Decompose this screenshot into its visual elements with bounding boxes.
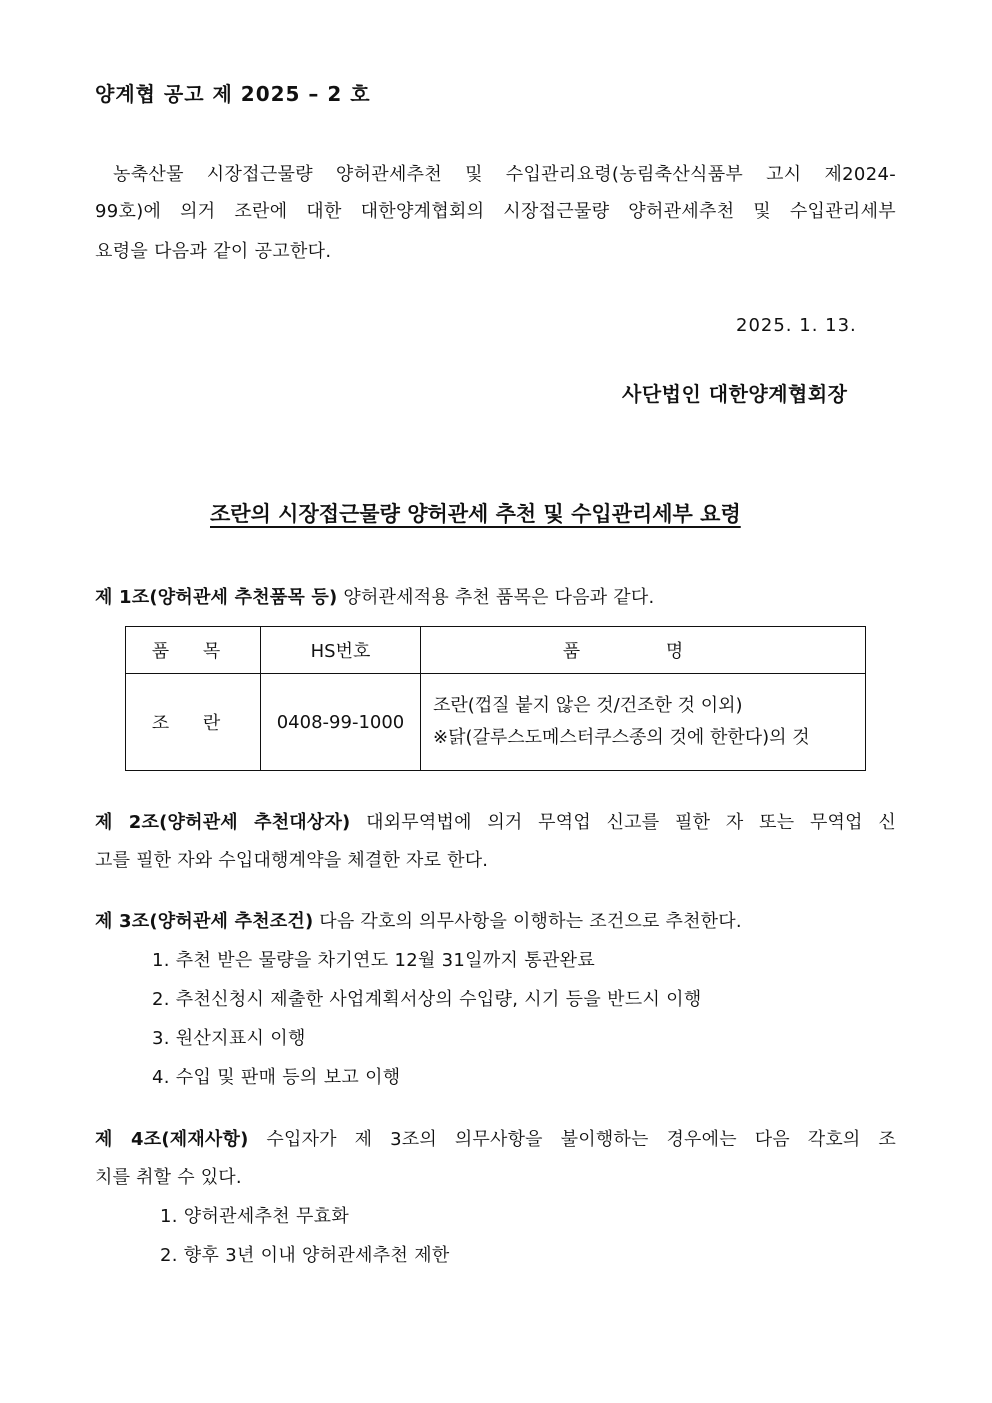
list-item: 1. 추천 받은 물량을 차기연도 12월 31일까지 통관완료 — [152, 950, 596, 971]
article-2-heading: 제 2조(양허관세 추천대상자) — [95, 812, 351, 833]
cell-product-name — [421, 674, 866, 771]
list-item: 3. 원산지표시 이행 — [152, 1028, 306, 1049]
intro-line-3: 요령을 다음과 같이 공고한다. — [95, 241, 332, 262]
header-product-name: 품 명 — [421, 627, 866, 674]
list-item: 4. 수입 및 판매 등의 보고 이행 — [152, 1067, 401, 1088]
article-2-text-1: 대외무역법에 의거 무역업 신고를 필한 자 또는 무역업 신 — [350, 812, 896, 833]
document-title: 조란의 시장접근물량 양허관세 추천 및 수입관리세부 요령 — [210, 502, 741, 526]
article-4-line-1 — [95, 1125, 896, 1151]
article-2-text-2: 고를 필한 자와 수입대행계약을 체결한 자로 한다. — [95, 850, 489, 871]
intro-line-1: 농축산물 시장접근물량 양허관세추천 및 수입관리요령(농림축산식품부 고시 제2024- — [113, 164, 896, 185]
notice-date: 2025. 1. 13. — [736, 315, 857, 336]
article-1-text: 양허관세적용 추천 품목은 다음과 같다. — [337, 587, 655, 608]
article-1 — [95, 583, 896, 609]
article-4-text-1: 수입자가 제 3조의 의무사항을 불이행하는 경우에는 다음 각호의 조 — [248, 1129, 896, 1150]
intro-line-2: 99호)에 의거 조란에 대한 대한양계협회의 시장접근물량 양허관세추천 및 수입관리세부 — [95, 201, 896, 222]
list-item: 2. 추천신청시 제출한 사업계획서상의 수입량, 시기 등을 반드시 이행 — [152, 989, 702, 1010]
article-4-text-2: 치를 취할 수 있다. — [95, 1167, 242, 1188]
header-hs-code: HS번호 — [261, 627, 421, 674]
article-3-heading: 제 3조(양허관세 추천조건) — [95, 911, 314, 932]
issuer: 사단법인 대한양계협회장 — [622, 382, 848, 406]
cell-item: 조 란 — [126, 674, 261, 771]
table-row — [126, 674, 866, 771]
article-2-line-1 — [95, 808, 896, 834]
table-header-row — [126, 627, 866, 674]
notice-number: 양계협 공고 제 2025 – 2 호 — [95, 82, 371, 106]
list-item: 2. 향후 3년 이내 양허관세추천 제한 — [160, 1245, 450, 1266]
header-item: 품 목 — [126, 627, 261, 674]
article-4-heading: 제 4조(제재사항) — [95, 1129, 249, 1150]
article-3-text: 다음 각호의 의무사항을 이행하는 조건으로 추천한다. — [313, 911, 742, 932]
product-name-line-1: 조란(껍질 붙지 않은 것/건조한 것 이외) — [433, 695, 743, 716]
list-item: 1. 양허관세추천 무효화 — [160, 1206, 350, 1227]
cell-hs-code: 0408-99-1000 — [261, 674, 421, 771]
product-table — [125, 626, 866, 771]
product-name-line-2: ※닭(갈루스도메스터쿠스종의 것에 한한다)의 것 — [433, 727, 810, 748]
article-3 — [95, 907, 896, 933]
article-1-heading: 제 1조(양허관세 추천품목 등) — [95, 587, 338, 608]
